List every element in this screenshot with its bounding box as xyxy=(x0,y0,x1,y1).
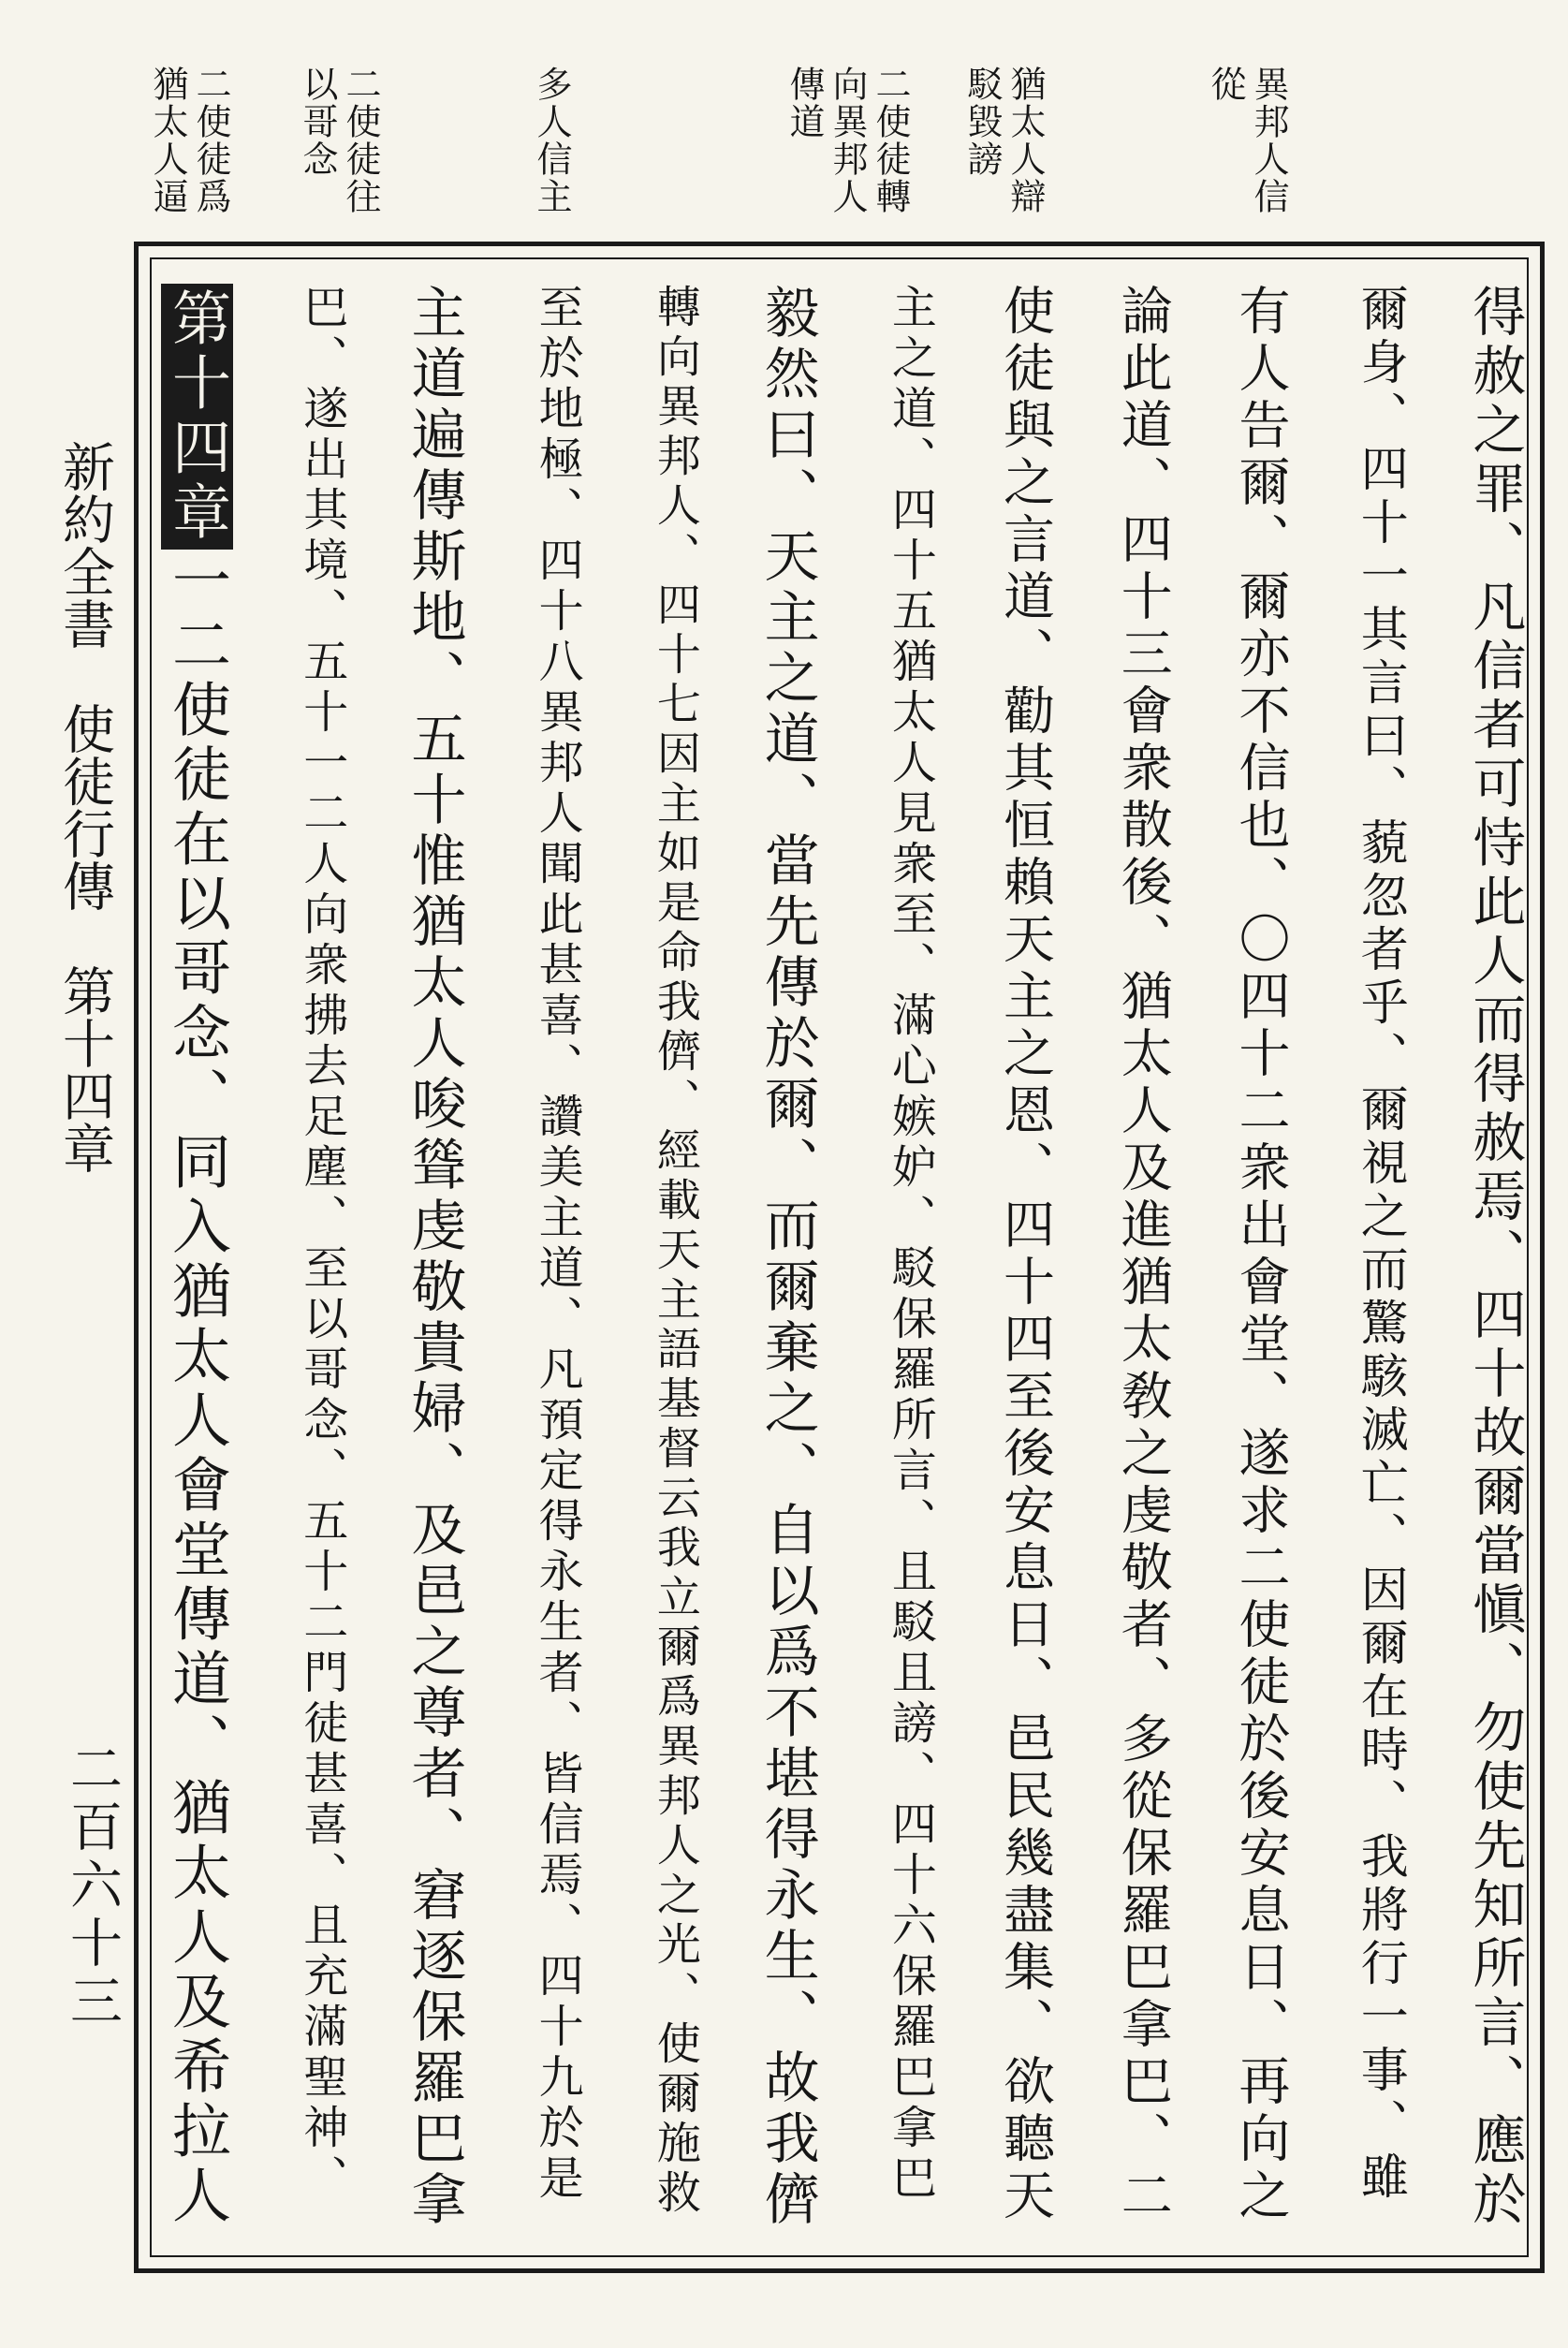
text-column: 論此道、四十三會衆散後、猶太人及進猶太敎之虔敬者、多從保羅巴拿巴、二 xyxy=(1112,284,1173,2225)
text-column: 爾身、四十一其言曰、藐忽者乎、爾視之而驚駭滅亡、因爾在時、我將行一事、雖 xyxy=(1352,284,1408,2205)
headnote-many-believe xyxy=(531,66,572,243)
text-area xyxy=(148,284,1526,2231)
headnote-line: 二使徒往 xyxy=(340,66,381,215)
text-column: 主道遍傳斯地、五十惟猶太人唆聳虔敬貴婦、及邑之尊者、窘逐保羅巴拿 xyxy=(402,284,467,2231)
text-column: 巴、遂出其境、五十一二人向衆拂去足塵、至以哥念、五十二門徒甚喜、且充滿聖神、 xyxy=(295,284,348,2205)
chapter-verse-number: 一 xyxy=(163,550,231,614)
headnotes xyxy=(147,66,1289,243)
chapter-first-line: 二使徒在以哥念、同入猶太人會堂傳道、猶太人及希拉人 xyxy=(163,614,231,2229)
headnote-persecuted xyxy=(147,66,231,243)
headnote-line: 向異邦人 xyxy=(827,66,868,215)
headnote-line: 駁毀謗 xyxy=(961,66,1003,178)
text-frame xyxy=(134,242,1545,2273)
headnote-gentiles-believe xyxy=(1205,66,1289,243)
headnote-turn-to-gentiles xyxy=(784,66,911,243)
text-column: 毅然曰、天主之道、當先傳於爾、而爾棄之、自以爲不堪得永生、故我儕 xyxy=(755,284,820,2231)
headnote-line: 猶太人辯 xyxy=(1004,66,1046,215)
text-column: 得赦之罪、凡信者可恃此人而得赦焉、四十故爾當愼、勿使先知所言、應於 xyxy=(1463,284,1526,2230)
headnote-line: 以哥念 xyxy=(297,66,338,178)
chapter-column xyxy=(148,284,231,2231)
headnote-jews-dispute xyxy=(961,66,1046,243)
headnote-go-to-iconium xyxy=(297,66,381,243)
chapter-heading: 第十四章 xyxy=(161,284,233,550)
running-header: 新約全書 使徒行傳 第十四章 xyxy=(54,440,115,1174)
headnote-line: 異邦人信 xyxy=(1248,66,1289,215)
text-column: 轉向異邦人、四十七因主如是命我儕、經載天主語基督云我立爾爲異邦人之光、使爾施救 xyxy=(649,284,701,2219)
text-column: 至於地極、四十八異邦人聞此甚喜、讚美主道、凡預定得永生者、皆信焉、四十九於是 xyxy=(531,284,584,2205)
text-column: 有人告爾、爾亦不信也、〇四十二衆出會堂、遂求二使徒於後安息日、再向之 xyxy=(1230,284,1291,2225)
text-column: 使徒與之言道、勸其恒賴天主之恩、四十四至後安息日、邑民幾盡集、欲聽天 xyxy=(995,284,1056,2225)
headnote-line: 從 xyxy=(1205,66,1246,103)
headnote-line: 二使徒轉 xyxy=(870,66,911,215)
headnote-line: 猶太人逼 xyxy=(147,66,188,215)
page-number: 二百六十三 xyxy=(62,1741,123,2032)
headnote-line: 傳道 xyxy=(784,66,825,140)
headnote-line: 二使徒爲 xyxy=(190,66,231,215)
headnote-line: 多人信主 xyxy=(531,66,572,215)
text-column: 主之道、四十五猶太人見衆至、滿心嫉妒、駁保羅所言、且駁且謗、四十六保羅巴拿巴 xyxy=(884,284,937,2205)
